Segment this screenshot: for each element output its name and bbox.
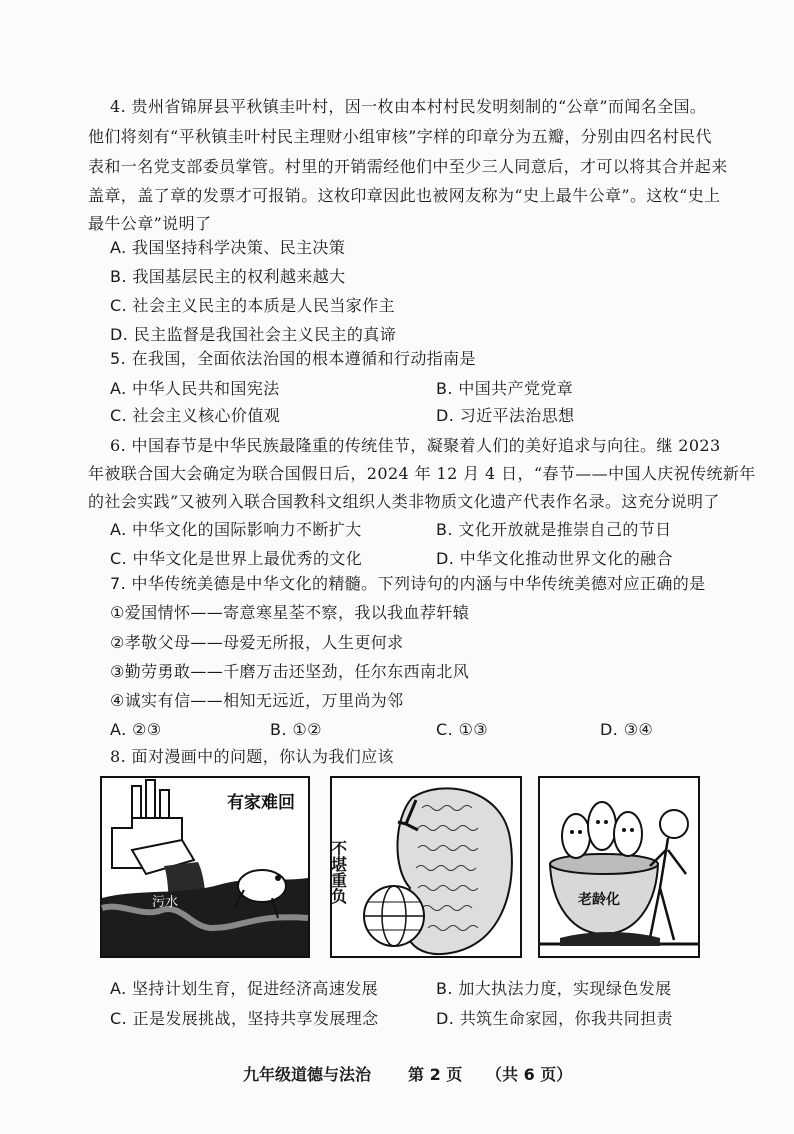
- q6-stem-line-2: 年被联合国大会确定为联合国假日后，2024 年 12 月 4 日，“春节——中国人庆祝传统新年: [88, 464, 756, 483]
- q7-stem: 7. 中华传统美德是中华文化的精髓。下列诗句的内涵与中华传统美德对应正确的是: [110, 574, 706, 593]
- q7-item-2: ②孝敬父母——母爱无所报，人生更何求: [110, 633, 404, 652]
- q4-stem-line-4: 盖章，盖了章的发票才可报销。这枚印章因此也被网友称为“史上最牛公章”。这枚“史上: [88, 186, 721, 205]
- footer-total-pages: （共 6 页）: [486, 1065, 573, 1084]
- q4-option-b: B. 我国基层民主的权利越来越大: [110, 267, 346, 286]
- comic-overburdened: [330, 776, 522, 958]
- q5-option-d: D. 习近平法治思想: [436, 406, 575, 425]
- comic-pollution-caption: 有家难回: [227, 793, 295, 813]
- footer-subject: 九年级道德与法治: [243, 1065, 372, 1084]
- q5-option-a: A. 中华人民共和国宪法: [110, 379, 280, 398]
- q5-stem: 5. 在我国，全面依法治国的根本遵循和行动指南是: [110, 349, 476, 368]
- comic-pollution-pipe-label: 污水: [152, 895, 179, 910]
- q5-option-c: C. 社会主义核心价值观: [110, 406, 281, 425]
- q6-option-a: A. 中华文化的国际影响力不断扩大: [110, 520, 362, 539]
- q6-option-c: C. 中华文化是世界上最优秀的文化: [110, 549, 363, 568]
- q4-stem-line-2: 他们将刻有“平秋镇圭叶村民主理财小组审核”字样的印章分为五瓣，分别由四名村民代: [88, 127, 712, 146]
- q7-option-a: A. ②③: [110, 720, 162, 739]
- comic-aging-drawing: [540, 778, 698, 956]
- q4-option-c: C. 社会主义民主的本质是人民当家作主: [110, 296, 395, 315]
- comic-pollution-drawing: [102, 778, 308, 956]
- q7-item-4: ④诚实有信——相知无远近，万里尚为邻: [110, 691, 404, 710]
- comic-pollution: [100, 776, 310, 958]
- q6-option-b: B. 文化开放就是推崇自己的节日: [436, 520, 672, 539]
- footer-page-number: 第 2 页: [408, 1065, 463, 1084]
- q6-option-d: D. 中华文化推动世界文化的融合: [436, 549, 673, 568]
- q8-option-d: D. 共筑生命家园，你我共同担责: [436, 1009, 673, 1028]
- q4-stem-line-5: 最牛公章”说明了: [88, 214, 212, 233]
- q7-option-c: C. ①③: [436, 720, 489, 739]
- q5-option-b: B. 中国共产党党章: [436, 379, 574, 398]
- q4-option-d: D. 民主监督是我国社会主义民主的真谛: [110, 325, 397, 344]
- q8-option-a: A. 坚持计划生育，促进经济高速发展: [110, 979, 379, 998]
- q8-option-b: B. 加大执法力度，实现绿色发展: [436, 979, 672, 998]
- q7-item-1: ①爱国情怀——寄意寒星荃不察，我以我血荐轩辕: [110, 603, 470, 622]
- comic-overburdened-drawing: [328, 778, 520, 956]
- comic-aging: [538, 776, 700, 958]
- comic-aging-caption: 老龄化: [578, 892, 620, 908]
- comic-overburdened-caption: 不堪重负: [328, 840, 348, 904]
- q4-stem-line-1: 4. 贵州省锦屏县平秋镇圭叶村，因一枚由本村村民发明刻制的“公章”而闻名全国。: [110, 97, 707, 116]
- q4-stem-line-3: 表和一名党支部委员掌管。村里的开销需经他们中至少三人同意后，才可以将其合并起来: [88, 157, 728, 176]
- q8-option-c: C. 正是发展挑战，坚持共享发展理念: [110, 1009, 379, 1028]
- q6-stem-line-3: 的社会实践”又被列入联合国教科文组织人类非物质文化遗产代表作名录。这充分说明了: [88, 492, 720, 511]
- q4-option-a: A. 我国坚持科学决策、民主决策: [110, 238, 346, 257]
- q6-stem-line-1: 6. 中国春节是中华民族最隆重的传统佳节，凝聚着人们的美好追求与向往。继 2023: [110, 436, 721, 455]
- q8-stem: 8. 面对漫画中的问题，你认为我们应该: [110, 747, 394, 766]
- q7-option-b: B. ①②: [270, 720, 322, 739]
- q7-option-d: D. ③④: [600, 720, 654, 739]
- q7-item-3: ③勤劳勇敢——千磨万击还坚劲，任尔东西南北风: [110, 662, 470, 681]
